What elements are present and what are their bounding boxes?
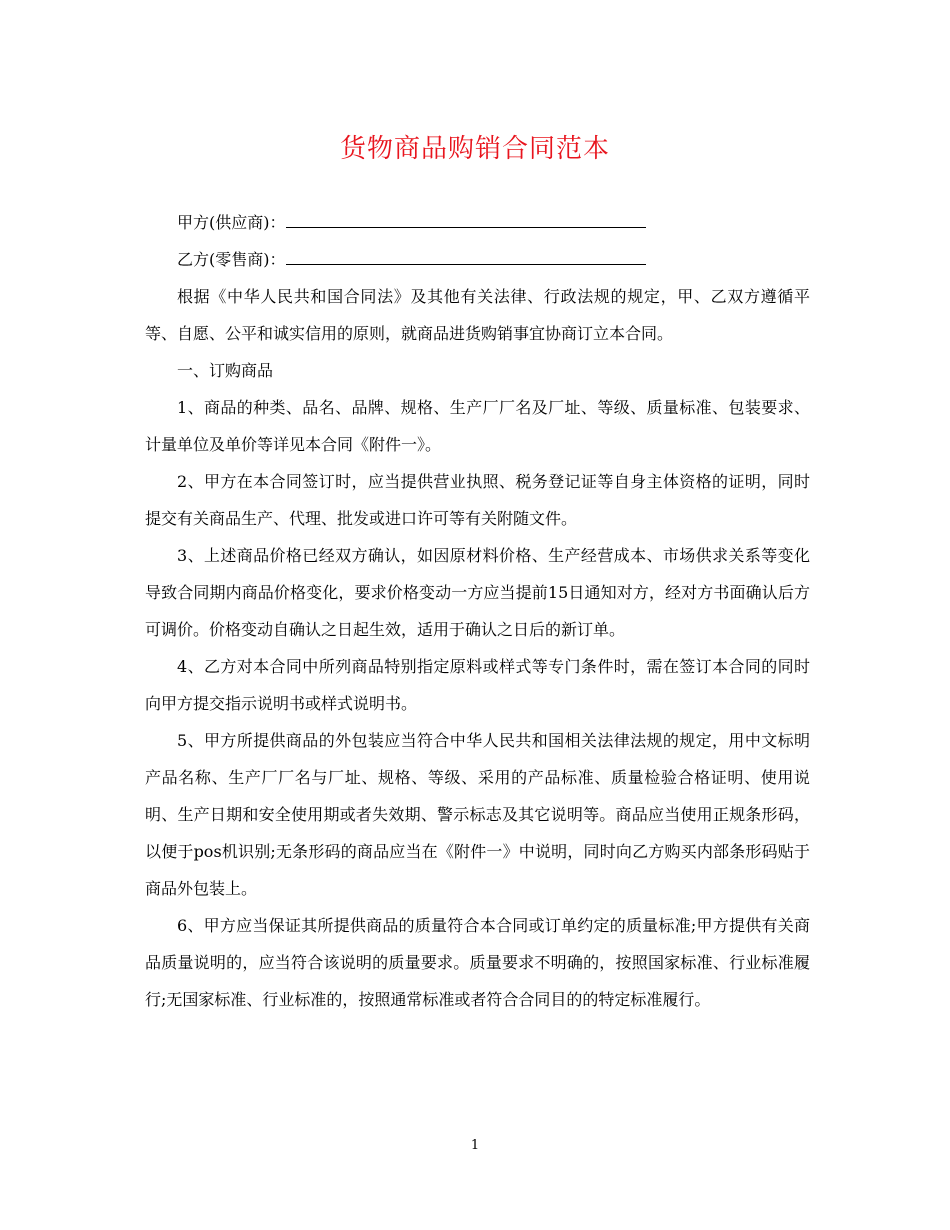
document-body [145,204,810,1018]
clause-6: 6、甲方应当保证其所提供商品的质量符合本合同或订单约定的质量标准;甲方提供有关商品质量说明的，应当符合该说明的质量要求。质量要求不明确的，按照国家标准、行业标准履行;无国家标准、行业标准的，按照通常标准或者符合合同目的的特定标准履行。 [145,916,810,1009]
party-a-blank [286,213,646,228]
section-heading: 一、订购商品 [177,361,274,380]
party-b-blank [286,250,646,265]
party-b-label: 乙方(零售商)： [177,250,286,269]
page-number: 1 [470,1138,480,1153]
clause-3: 3、上述商品价格已经双方确认，如因原材料价格、生产经营成本、市场供求关系等变化导致合同期内商品价格变化，要求价格变动一方应当提前15日通知对方，经对方书面确认后方可调价。价格变动自确认之日起生效，适用于确认之日后的新订单。 [145,546,810,639]
party-a-label: 甲方(供应商)： [177,213,286,232]
document-title: 货物商品购销合同范本 [339,134,610,164]
clause-5: 5、甲方所提供商品的外包装应当符合中华人民共和国相关法律法规的规定，用中文标明产品名称、生产厂厂名与厂址、规格、等级、采用的产品标准、质量检验合格证明、使用说明、生产日期和安全使用期或者失效期、警示标志及其它说明等。商品应当使用正规条形码，以便于pos机识别;无条形码的商品应当在《附件一》中说明，同时向乙方购买内部条形码贴于商品外包装上。 [145,731,810,898]
party-b-line [145,241,810,278]
intro-paragraph: 根据《中华人民共和国合同法》及其他有关法律、行政法规的规定，甲、乙双方遵循平等、自愿、公平和诚实信用的原则，就商品进货购销事宜协商订立本合同。 [145,287,810,343]
party-a-line [145,204,810,241]
clause-1: 1、商品的种类、品名、品牌、规格、生产厂厂名及厂址、等级、质量标准、包装要求、计量单位及单价等详见本合同《附件一》。 [145,398,810,454]
clause-2: 2、甲方在本合同签订时，应当提供营业执照、税务登记证等自身主体资格的证明，同时提交有关商品生产、代理、批发或进口许可等有关附随文件。 [145,472,810,528]
clause-4: 4、乙方对本合同中所列商品特别指定原料或样式等专门条件时，需在签订本合同的同时向甲方提交指示说明书或样式说明书。 [145,657,810,713]
